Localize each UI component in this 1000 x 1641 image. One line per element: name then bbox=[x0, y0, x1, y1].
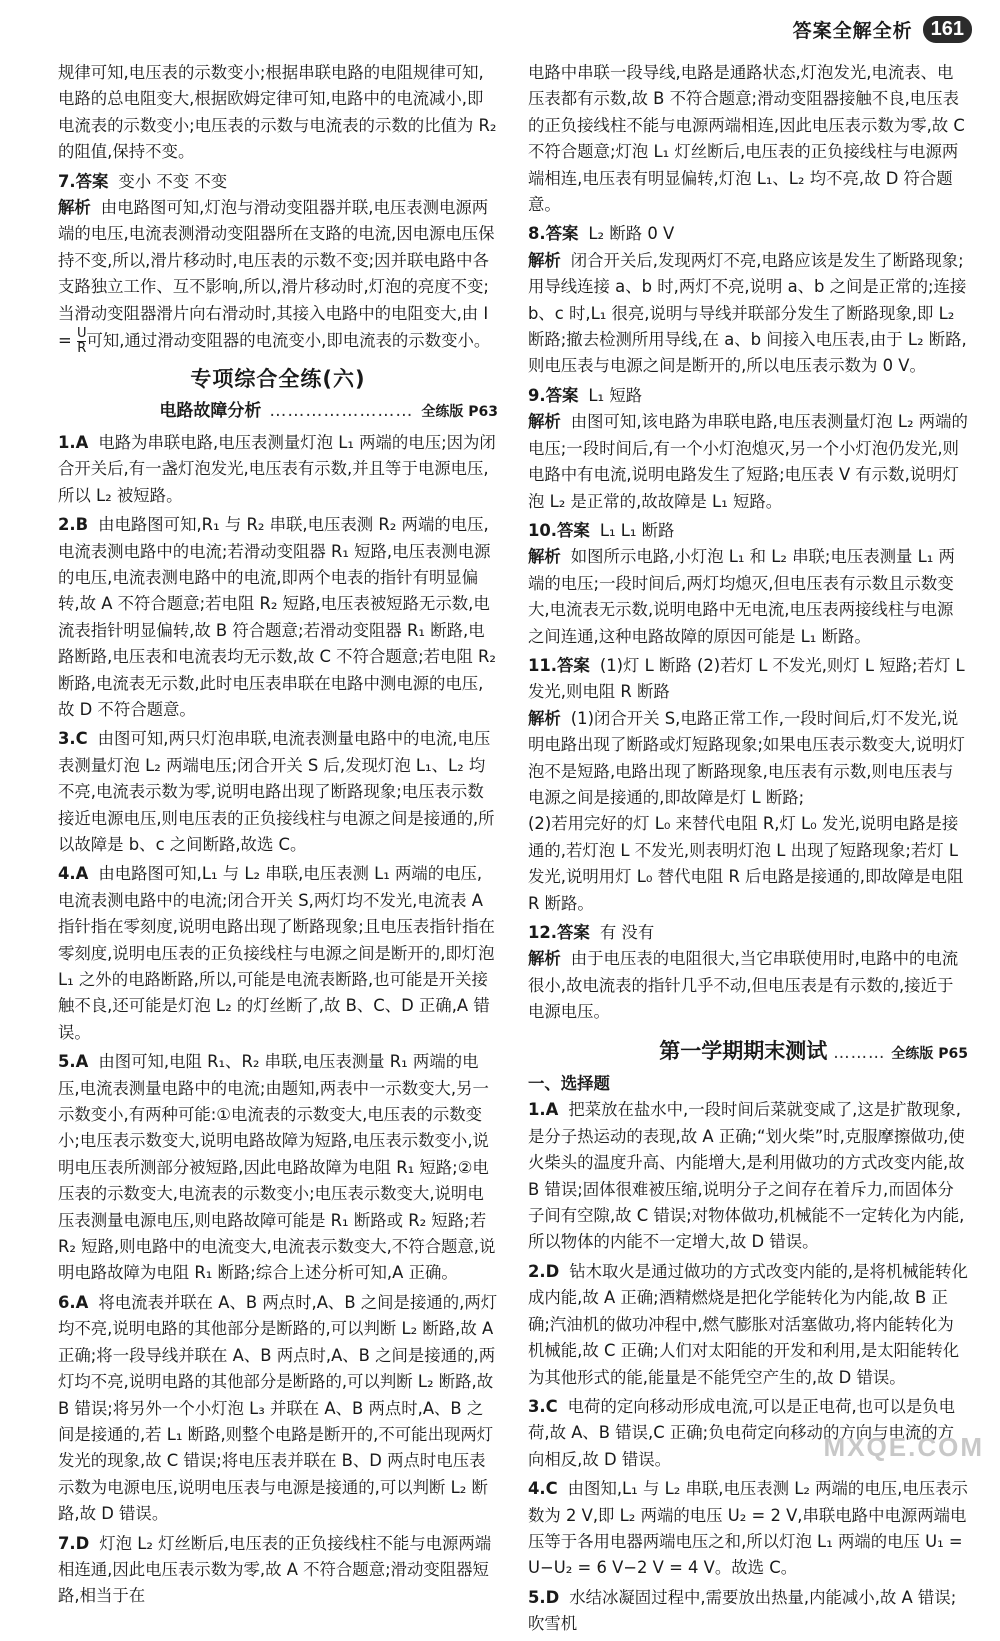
analysis-line bbox=[528, 409, 968, 515]
answer-line bbox=[528, 920, 968, 946]
answer-7-num: 7.答案 bbox=[58, 171, 109, 191]
item-text: 将电流表并联在 A、B 两点时,A、B 之间是接通的,两灯均不亮,说明电路的其他部分是断路的,可以判断 L₂ 断路,故 A 正确;将一段导线并联在 A、B 两点时,A、B 之间是接通的,两灯均不亮,说明电路的其他部分是断路的,可以判断 L₂ 断路,故 B 错误;将另外一个小灯泡 L₃ 并联在 A、B 两点时,A、B 之间是接通的,若 L₁ 断路,则整个电路是断开的,不可能出现两灯发光的现象,故 C 错误;将电压表并联在 B、D 两点时电压表示数为电源电压,说明电压表与电源是接通的,可以判断 L₂ 断路,故 D 错误。 bbox=[58, 1292, 498, 1524]
item-number: 6.A bbox=[58, 1292, 89, 1312]
list-item bbox=[58, 1049, 498, 1287]
analysis-line bbox=[528, 544, 968, 650]
answer-7-value: 变小 不变 不变 bbox=[118, 171, 228, 191]
item-number: 3.C bbox=[528, 1396, 558, 1416]
item-text: 把菜放在盐水中,一段时间后菜就变咸了,这是扩散现象,是分子热运动的表现,故 A 正确;“划火柴”时,克服摩擦做功,使火柴头的温度升高、内能增大,是利用做功的方式改变内能,故 B 错误;固体很难被压缩,说明分子之间存在着斥力,而固体分子间有空隙,故 C 错误;对物体做功,机械能不一定转化为内能,所以物体的内能不一定增大,故 D 错误。 bbox=[528, 1100, 965, 1252]
analysis-text-extra: (2)若用完好的灯 L₀ 来替代电阻 R,灯 L₀ 发光,说明电路是接通的,若灯泡 L 不发光,则表明灯泡 L 出现了短路现象;若灯 L 发光,说明用灯 L₀ 替代电阻 R 后电路是接通的,即故障是电阻 R 断路。 bbox=[528, 814, 964, 913]
list-item bbox=[528, 1259, 968, 1391]
right-answer-list bbox=[528, 221, 968, 1025]
exam-title-text: 第一学期期末测试 bbox=[659, 1038, 828, 1063]
item-number: 1.A bbox=[58, 432, 89, 452]
item-text: 电路为串联电路,电压表测量灯泡 L₁ 两端的电压;因为闭合开关后,有一盏灯泡发光,电压表有示数,并且等于电源电压,所以 L₂ 被短路。 bbox=[58, 432, 496, 505]
section-title: 专项综合全练(六) bbox=[190, 367, 366, 392]
item-number: 2.D bbox=[528, 1261, 560, 1281]
answer-number: 9.答案 bbox=[528, 385, 579, 405]
analysis-text: 由图可知,该电路为串联电路,电压表测量灯泡 L₂ 两端的电压;一段时间后,有一个小灯泡熄灭,另一个小灯泡仍发光,则电路中有电流,说明电路发生了短路;电压表 V 有示数,说明灯泡 L₂ 是正常的,故故障是 L₁ 短路。 bbox=[528, 412, 968, 511]
answer-7 bbox=[58, 169, 498, 356]
item-number: 3.C bbox=[58, 729, 88, 749]
item-number: 4.A bbox=[58, 864, 89, 884]
analysis-tag: 解析 bbox=[528, 949, 561, 969]
answer-item bbox=[528, 518, 968, 650]
answer-item bbox=[528, 653, 968, 917]
intro-text: 规律可知,电压表的示数变小;根据串联电路的电阻规律可知,电路的总电阻变大,根据欧姆定律可知,电路中的电流减小,即电流表的示数变小;电压表的示数与电流表的示数的比值为 R₂ 的阻值,保持不变。 bbox=[58, 63, 497, 162]
answer-7-text2: 可知,通过滑动变阻器的电流变小,即电流表的示数变小。 bbox=[86, 331, 491, 351]
item-text: 由电路图可知,R₁ 与 R₂ 串联,电压表测 R₂ 两端的电压,电流表测电路中的电流;若滑动变阻器 R₁ 短路,电压表测电源的电压,电流表测电路中的电流,即两个电表的指针有明显偏转,故 A 不符合题意;若电阻 R₂ 短路,电压表被短路无示数,电流表指针明显偏转,故 B 符合题意;若滑动变阻器 R₁ 断路,电路断路,电压表和电流表均无示数,故 C 不符合题意;若电阻 R₂ 断路,电流表无示数,此时电压表串联在电路中测电源的电压,故 D 不符合题意。 bbox=[58, 515, 496, 719]
exam-title-dots: ……… bbox=[833, 1042, 886, 1062]
sub-title-ref: 全练版 P63 bbox=[421, 404, 498, 421]
answer-7-text1: 由电路图可知,灯泡与滑动变阻器并联,电压表测电源两端的电压,电流表测滑动变阻器所在支路的电流,因电源电压保持不变,所以,滑片移动时,电压表的示数不变;因并联电路中各支路独立工作、互不影响,所以,滑片移动时,灯泡的亮度不变;当滑动变阻器滑片向右滑动时,其接入电路中的电阻变大,由 I = bbox=[58, 198, 495, 351]
list-item bbox=[58, 512, 498, 723]
list-item bbox=[528, 1585, 968, 1638]
watermark: MXQE.COM bbox=[823, 1432, 984, 1462]
sub-title bbox=[58, 398, 498, 425]
analysis-line bbox=[528, 706, 968, 812]
item-number: 4.C bbox=[528, 1479, 558, 1499]
item-number: 5.D bbox=[528, 1587, 560, 1607]
analysis-text: (1)闭合开关 S,电路正常工作,一段时间后,灯不发光,说明电路出现了断路或灯短路现象;如果电压表示数变大,说明灯泡不是短路,电路出现了断路现象,电压表有示数,则电压表与电源之间是接通的,即故障是灯 L 断路; bbox=[528, 708, 965, 807]
item-number: 7.D bbox=[58, 1533, 90, 1553]
answer-item bbox=[528, 920, 968, 1026]
fraction-numerator: U bbox=[76, 326, 87, 342]
item-text: 由图知,L₁ 与 L₂ 串联,电压表测 L₂ 两端的电压,电压表示数为 2 V,即 L₂ 两端的电压 U₂ = 2 V,串联电路中电源两端电压等于各用电器两端电压之和,所以灯泡 L₁ 两端的电压 U₁ = U−U₂ = 6 V−2 V = 4 V。故选 C。 bbox=[528, 1479, 968, 1578]
exam-title bbox=[528, 1038, 968, 1067]
item-number: 5.A bbox=[58, 1052, 89, 1072]
answer-line bbox=[528, 518, 968, 544]
left-column bbox=[58, 60, 498, 1613]
list-item bbox=[58, 861, 498, 1046]
header-title: 答案全解全析 bbox=[792, 19, 913, 42]
item-number: 2.B bbox=[58, 515, 89, 535]
left-item-list bbox=[58, 430, 498, 1610]
list-item bbox=[58, 726, 498, 858]
list-item bbox=[528, 1476, 968, 1582]
answer-item bbox=[528, 383, 968, 515]
answer-value: L₂ 断路 0 V bbox=[588, 224, 675, 244]
answer-value: L₁ L₁ 断路 bbox=[599, 520, 675, 540]
analysis-line bbox=[528, 946, 968, 1025]
answer-line bbox=[528, 221, 968, 247]
list-item bbox=[528, 1097, 968, 1255]
list-item bbox=[58, 1531, 498, 1610]
sub-title-text: 电路故障分析 bbox=[159, 401, 262, 422]
answer-line bbox=[528, 653, 968, 706]
item-text: 水结冰凝固过程中,需要放出热量,内能减小,故 A 错误;吹雪机 bbox=[528, 1587, 957, 1634]
analysis-line bbox=[528, 248, 968, 380]
analysis-tag: 解析 bbox=[528, 412, 561, 432]
page-number: 161 bbox=[923, 16, 972, 43]
item-text: 由图可知,两只灯泡串联,电流表测量电路中的电流,电压表测量灯泡 L₂ 两端电压;闭合开关 S 后,发现灯泡 L₁、L₂ 均不亮,电流表示数为零,说明电路出现了断路现象;电压表示数接近电源电压,则电压表的正负接线柱与电源之间是接通的,所以故障是 b、c 之间断路,故选 C。 bbox=[58, 729, 495, 854]
analysis-tag: 解析 bbox=[528, 250, 561, 270]
item-text: 电荷的定向移动形成电流,可以是正电荷,也可以是负电荷,故 A、B 错误,C 正确;负电荷定向移动的方向与电流的方向相反,故 D 错误。 bbox=[528, 1396, 956, 1469]
analysis-text: 如图所示电路,小灯泡 L₁ 和 L₂ 串联;电压表测量 L₁ 两端的电压;一段时间后,两灯均熄灭,但电压表有示数且示数变大,电流表无示数,说明电路中无电流,电压表两接线柱与电源之间连通,这种电路故障的原因可能是 L₁ 断路。 bbox=[528, 547, 955, 646]
sub-title-dots: …………………… bbox=[269, 401, 414, 422]
right-item-list bbox=[528, 1097, 968, 1637]
item-text: 由电路图可知,L₁ 与 L₂ 串联,电压表测 L₁ 两端的电压,电流表测电路中的电流;闭合开关 S,两灯均不发光,电流表 A 指针指在零刻度,说明电路出现了断路现象;且电压表指针指在零刻度,说明电压表的正负接线柱与电源之间是断开的,即灯泡 L₁ 之外的电路断路,所以,可能是电流表断路,也可能是开关接触不良,还可能是灯泡 L₂ 的灯丝断了,故 B、C、D 正确,A 错误。 bbox=[58, 864, 495, 1042]
analysis-text: 由于电压表的电阻很大,当它串联使用时,电路中的电流很小,故电流表的指针几乎不动,但电压表是有示数的,接近于电源电压。 bbox=[528, 949, 959, 1022]
answer-number: 8.答案 bbox=[528, 224, 579, 244]
answer-7-continued: 电路中串联一段导线,电路是通路状态,灯泡发光,电流表、电压表都有示数,故 B 不符合题意;滑动变阻器接触不良,电压表的正负接线柱不能与电源两端相连,因此电压表示数为零,故 C 不符合题意;灯泡 L₁ 灯丝断后,电压表的正负接线柱与电源两端相连,电压表有明显偏转,灯泡 L₁、L₂ 均不亮,故 D 符合题意。 bbox=[528, 63, 965, 215]
answer-value: L₁ 短路 bbox=[588, 385, 643, 405]
answer-number: 11.答案 bbox=[528, 655, 590, 675]
answer-number: 12.答案 bbox=[528, 923, 590, 942]
list-item bbox=[58, 430, 498, 509]
item-text: 钻木取火是通过做功的方式改变内能的,是将机械能转化成内能,故 A 正确;酒精燃烧是把化学能转化为内能,故 B 正确;汽油机的做功冲程中,燃气膨胀对活塞做功,将内能转化为机械能,故 C 正确;人们对太阳能的开发和利用,是太阳能转化为其他形式的能,能量是不能凭空产生的,故 D 错误。 bbox=[528, 1261, 968, 1387]
analysis-tag: 解析 bbox=[528, 547, 561, 567]
answer-line bbox=[528, 383, 968, 409]
list-item bbox=[58, 1290, 498, 1528]
part-title: 一、选择题 bbox=[528, 1074, 610, 1094]
page-header bbox=[793, 12, 972, 46]
answer-value: (1)灯 L 断路 (2)若灯 L 不发光,则灯 L 短路;若灯 L 发光,则电阻 R 断路 bbox=[528, 655, 965, 702]
analysis-tag: 解析 bbox=[528, 708, 561, 728]
answer-number: 10.答案 bbox=[528, 520, 590, 540]
answer-value: 有 没有 bbox=[599, 923, 655, 942]
item-text: 灯泡 L₂ 灯丝断后,电压表的正负接线柱不能与电源两端相连通,因此电压表示数为零,故 A 不符合题意;滑动变阻器短路,相当于在 bbox=[58, 1533, 492, 1606]
item-number: 1.A bbox=[528, 1100, 559, 1120]
analysis-text: 闭合开关后,发现两灯不亮,电路应该是发生了断路现象;用导线连接 a、b 时,两灯不亮,说明 a、b 之间是正常的;连接 b、c 时,L₁ 很亮,说明与导线并联部分发生了断路现象,即 L₂ 断路;撤去检测所用导线,在 a、b 间接入电压表,由于 L₂ 断路,则电压表与电源之间是断开的,所以电压表示数为 0 V。 bbox=[528, 250, 967, 376]
item-text: 由图可知,电阻 R₁、R₂ 串联,电压表测量 R₁ 两端的电压,电流表测量电路中的电流;由题知,两表中一示数变大,另一示数变小,有两种可能:①电流表的示数变大,电压表的示数变小;电压表示数变大,说明电路故障为短路,电压表示数变小,说明电压表所测部分被短路,因此电路故障为电阻 R₁ 短路;②电压表的示数变大,电流表的示数变小;电压表示数变大,说明电压表测量电源电压,则电路故障可能是 R₁ 断路或 R₂ 短路;若 R₂ 短路,则电路中的电流变大,电流表示数变大,不符合题意,说明电路故障为电阻 R₁ 断路;综合上述分析可知,A 正确。 bbox=[58, 1052, 496, 1283]
right-column bbox=[528, 60, 968, 1641]
answer-7-tag: 解析 bbox=[58, 198, 91, 218]
fraction-denominator: R bbox=[77, 341, 87, 357]
exam-title-ref: 全练版 P65 bbox=[891, 1045, 968, 1062]
answer-item bbox=[528, 221, 968, 379]
